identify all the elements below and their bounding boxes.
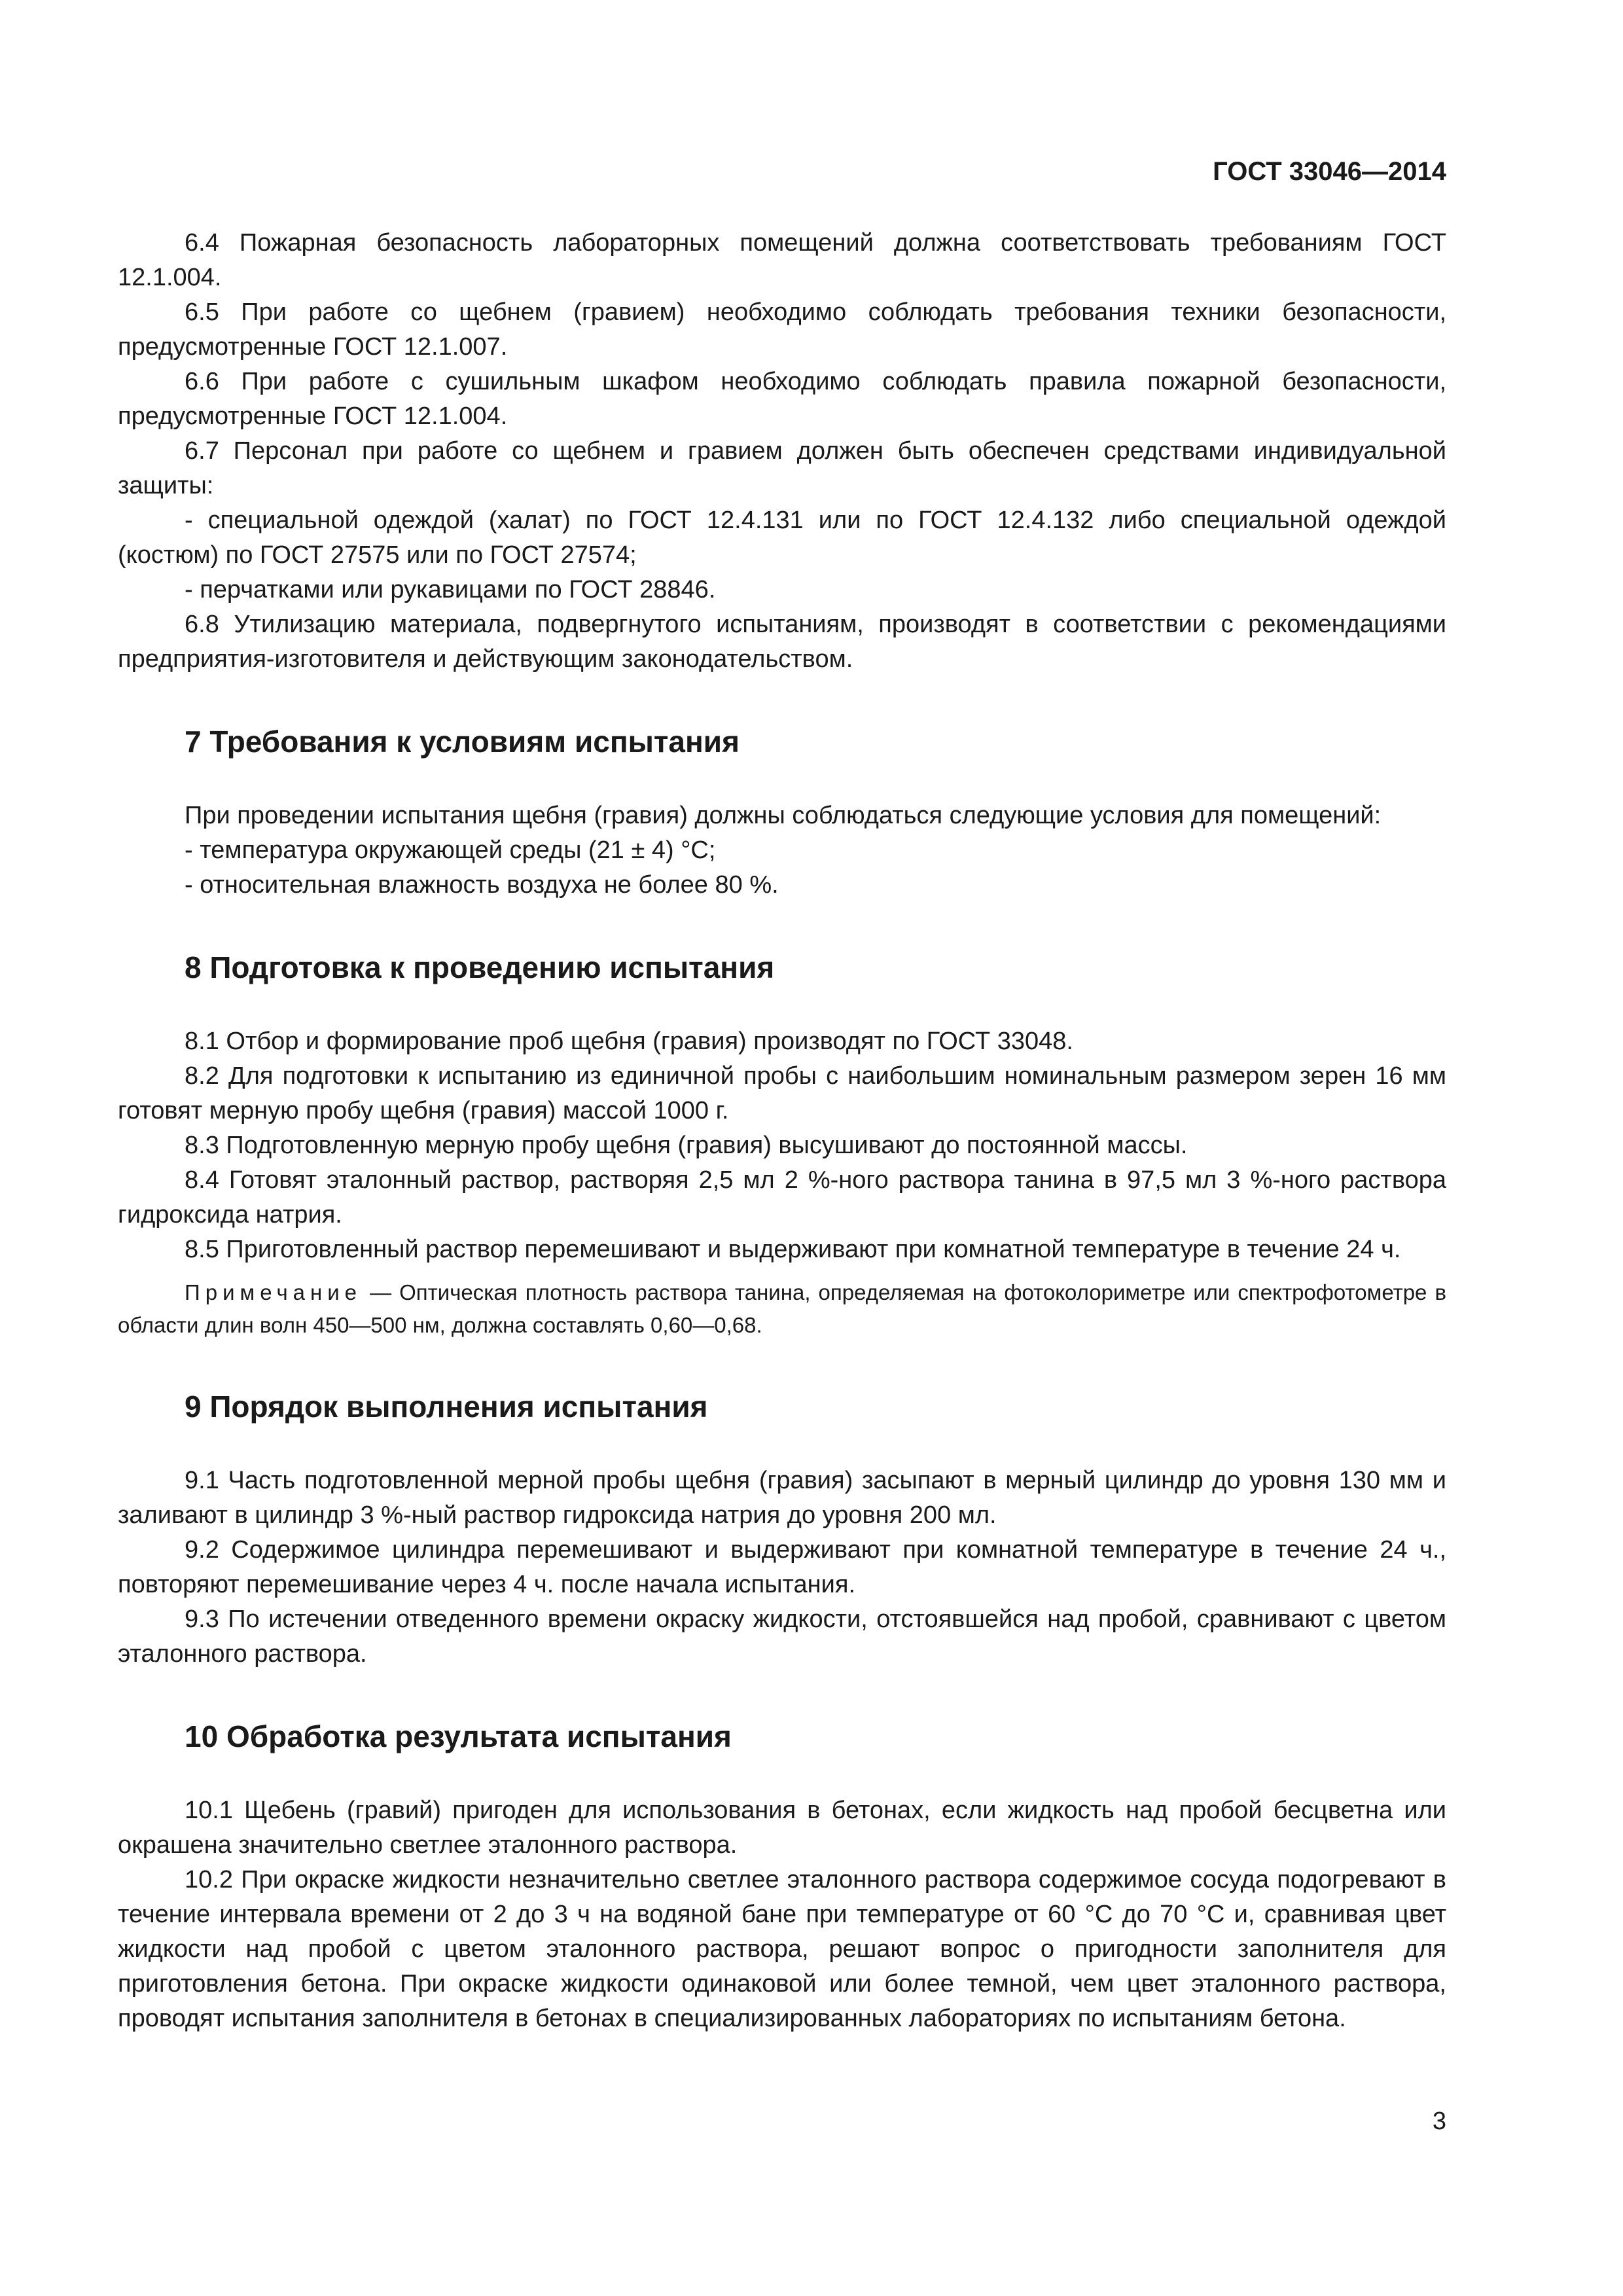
paragraph-9-1: 9.1 Часть подготовленной мерной пробы щебня (гравия) засыпают в мерный цилиндр до уровня 130 мм и заливают в цилиндр 3 %-ный раствор гидроксида натрия до уровня 200 мл. bbox=[118, 1467, 1446, 1529]
document-code-header: ГОСТ 33046—2014 bbox=[1213, 157, 1446, 186]
section-9-title: 9 Порядок выполнения испытания bbox=[185, 1390, 708, 1424]
section-7-intro: При проведении испытания щебня (гравия) должны соблюдаться следующие условия для помещений: bbox=[185, 802, 1382, 829]
document-body bbox=[118, 226, 1446, 2036]
note bbox=[118, 1276, 1446, 1342]
note-text: — Оптическая плотность раствора танина, определяемая на фотоколориметре или спектрофотометре в области длин волн 450—500 нм, должна составлять 0,60—0,68. bbox=[118, 1280, 1446, 1337]
paragraph-9-3: 9.3 По истечении отведенного времени окраску жидкости, отстоявшейся над пробой, сравнивают с цветом эталонного раствора. bbox=[118, 1605, 1446, 1668]
section-10-title: 10 Обработка результата испытания bbox=[185, 1719, 732, 1753]
paragraph-8-4: 8.4 Готовят эталонный раствор, растворяя 2,5 мл 2 %-ного раствора танина в 97,5 мл 3 %-ного раствора гидроксида натрия. bbox=[118, 1166, 1446, 1229]
paragraph-8-3: 8.3 Подготовленную мерную пробу щебня (гравия) высушивают до постоянной массы. bbox=[185, 1132, 1188, 1159]
paragraph-6-4: 6.4 Пожарная безопасность лабораторных помещений должна соответствовать требованиям ГОСТ 12.1.004. bbox=[118, 229, 1446, 291]
section-8-title: 8 Подготовка к проведению испытания bbox=[185, 950, 775, 984]
page-number: 3 bbox=[1432, 2108, 1446, 2135]
paragraph-6-8: 6.8 Утилизацию материала, подвергнутого испытаниям, производят в соответствии с рекомендациями предприятия-изготовителя и действующим законодательством. bbox=[118, 611, 1446, 673]
list-item-temperature: - температура окружающей среды (21 ± 4) °C; bbox=[185, 836, 716, 864]
note-label: Примечание bbox=[185, 1280, 363, 1304]
section-7-title: 7 Требования к условиям испытания bbox=[185, 725, 740, 759]
paragraph-6-5: 6.5 При работе со щебнем (гравием) необходимо соблюдать требования техники безопасности, предусмотренные ГОСТ 12.1.007. bbox=[118, 298, 1446, 361]
paragraph-6-7: 6.7 Персонал при работе со щебнем и гравием должен быть обеспечен средствами индивидуальной защиты: bbox=[118, 437, 1446, 499]
paragraph-10-1: 10.1 Щебень (гравий) пригоден для использования в бетонах, если жидкость над пробой бесцветна или окрашена значительно светлее эталонного раствора. bbox=[118, 1797, 1446, 1859]
paragraph-9-2: 9.2 Содержимое цилиндра перемешивают и выдерживают при комнатной температуре в течение 24 ч., повторяют перемешивание через 4 ч. после начала испытания. bbox=[118, 1536, 1446, 1598]
list-item-gloves: - перчатками или рукавицами по ГОСТ 28846. bbox=[185, 576, 716, 603]
paragraph-6-6: 6.6 При работе с сушильным шкафом необходимо соблюдать правила пожарной безопасности, предусмотренные ГОСТ 12.1.004. bbox=[118, 368, 1446, 430]
paragraph-8-2: 8.2 Для подготовки к испытанию из единичной пробы с наибольшим номинальным размером зерен 16 мм готовят мерную пробу щебня (гравия) массой 1000 г. bbox=[118, 1062, 1446, 1124]
paragraph-8-1: 8.1 Отбор и формирование проб щебня (гравия) производят по ГОСТ 33048. bbox=[185, 1028, 1073, 1055]
list-item-humidity: - относительная влажность воздуха не более 80 %. bbox=[185, 871, 779, 899]
paragraph-10-2: 10.2 При окраске жидкости незначительно светлее эталонного раствора содержимое сосуда подогревают в течение интервала времени от 2 до 3 ч на водяной бане при температуре от 60 °C до 70 °C и, сравнивая цвет жидкости над пробой с цветом эталонного раствора, решают вопрос о пригодности заполнителя для приготовления бетона. При окраске жидкости одинаковой или более темной, чем цвет эталонного раствора, проводят испытания заполнителя в бетонах в специализированных лабораториях по испытаниям бетона. bbox=[118, 1866, 1446, 2032]
paragraph-8-5: 8.5 Приготовленный раствор перемешивают и выдерживают при комнатной температуре в течение 24 ч. bbox=[185, 1236, 1401, 1263]
list-item-protective-clothing: - специальной одеждой (халат) по ГОСТ 12.4.131 или по ГОСТ 12.4.132 либо специальной одеждой (костюм) по ГОСТ 27575 или по ГОСТ 27574; bbox=[118, 507, 1446, 569]
